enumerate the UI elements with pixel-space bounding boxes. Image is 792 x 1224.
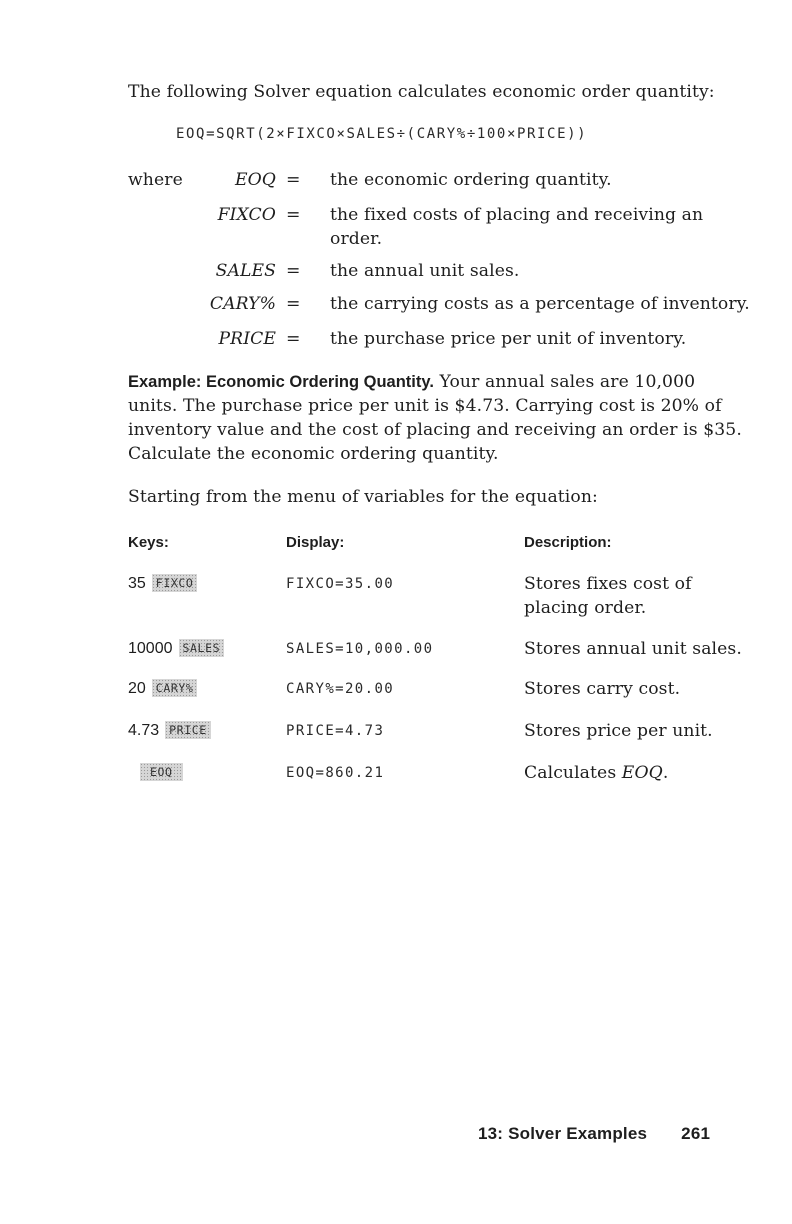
table-row <box>0 572 792 620</box>
display-column-header: Display: <box>286 534 345 551</box>
variable-row-eoq <box>0 168 792 192</box>
display-readout: CARY%=20.00 <box>286 681 395 697</box>
variable-name: FIXCO <box>217 205 276 225</box>
table-row <box>0 761 792 785</box>
table-row <box>0 677 792 701</box>
equals-sign: = <box>286 294 301 314</box>
example-paragraph <box>128 370 750 466</box>
equals-sign: = <box>286 170 301 190</box>
key-entry <box>128 719 211 743</box>
row-description: Stores annual unit sales. <box>524 639 742 659</box>
key-entry <box>128 572 197 596</box>
starting-text: Starting from the menu of variables for the equation: <box>128 487 598 507</box>
display-readout: FIXCO=35.00 <box>286 576 395 592</box>
variable-row-price <box>0 327 792 351</box>
key-value: 10000 <box>128 640 173 657</box>
display-readout: PRICE=4.73 <box>286 723 385 739</box>
cary-softkey[interactable]: CARY% <box>152 679 198 697</box>
variable-row-fixco <box>0 203 792 251</box>
variable-name: CARY% <box>209 294 276 314</box>
key-value: 35 <box>128 575 146 592</box>
key-value: 20 <box>128 680 146 697</box>
variable-row-sales <box>0 259 792 283</box>
key-value: 4.73 <box>128 722 160 739</box>
description-prefix: Calculates <box>524 763 622 783</box>
sales-softkey[interactable]: SALES <box>179 639 225 657</box>
fixco-softkey[interactable]: FIXCO <box>152 574 198 592</box>
chapter-title: 13: Solver Examples <box>478 1124 648 1143</box>
variable-description: the carrying costs as a percentage of inventory. <box>330 294 750 314</box>
eoq-softkey[interactable]: EOQ <box>140 763 183 781</box>
table-row <box>0 719 792 743</box>
where-label: where <box>128 170 183 190</box>
row-description: Stores fixes cost of placing order. <box>524 574 692 618</box>
key-entry <box>128 637 224 661</box>
key-entry <box>128 677 197 701</box>
row-description: Stores price per unit. <box>524 721 713 741</box>
equals-sign: = <box>286 205 301 225</box>
key-entry <box>128 761 183 785</box>
variable-name: EOQ <box>234 170 276 190</box>
row-description: Stores carry cost. <box>524 679 681 699</box>
keys-column-header: Keys: <box>128 534 169 551</box>
display-readout: SALES=10,000.00 <box>286 641 434 657</box>
variable-name: SALES <box>215 261 276 281</box>
solver-equation: EOQ=SQRT(2×FIXCO×SALES÷(CARY%÷100×PRICE)) <box>176 126 588 142</box>
page-footer <box>478 1124 710 1144</box>
variable-description: the annual unit sales. <box>330 261 520 281</box>
row-description <box>524 761 754 785</box>
description-suffix: . <box>662 763 669 783</box>
equals-sign: = <box>286 329 301 349</box>
variable-name: PRICE <box>218 329 276 349</box>
description-column-header: Description: <box>524 534 612 551</box>
intro-text: The following Solver equation calculates economic order quantity: <box>128 82 715 102</box>
table-row <box>0 637 792 661</box>
price-softkey[interactable]: PRICE <box>165 721 211 739</box>
example-text: Your annual sales are 10,000 units. The purchase price per unit is $4.73. Carrying cost is 20% of inventory value and the cost of placing and receiving an order is $35. Calculate the economic ordering quantity. <box>128 372 742 464</box>
example-heading: Example: Economic Ordering Quantity. <box>128 373 434 391</box>
equals-sign: = <box>286 261 301 281</box>
page-number: 261 <box>681 1124 711 1143</box>
variable-description: the fixed costs of placing and receiving an order. <box>330 205 704 249</box>
variable-row-cary <box>0 292 792 316</box>
variable-description: the economic ordering quantity. <box>330 170 612 190</box>
variable-description: the purchase price per unit of inventory. <box>330 329 687 349</box>
description-variable: EOQ <box>621 763 663 783</box>
display-readout: EOQ=860.21 <box>286 765 385 781</box>
